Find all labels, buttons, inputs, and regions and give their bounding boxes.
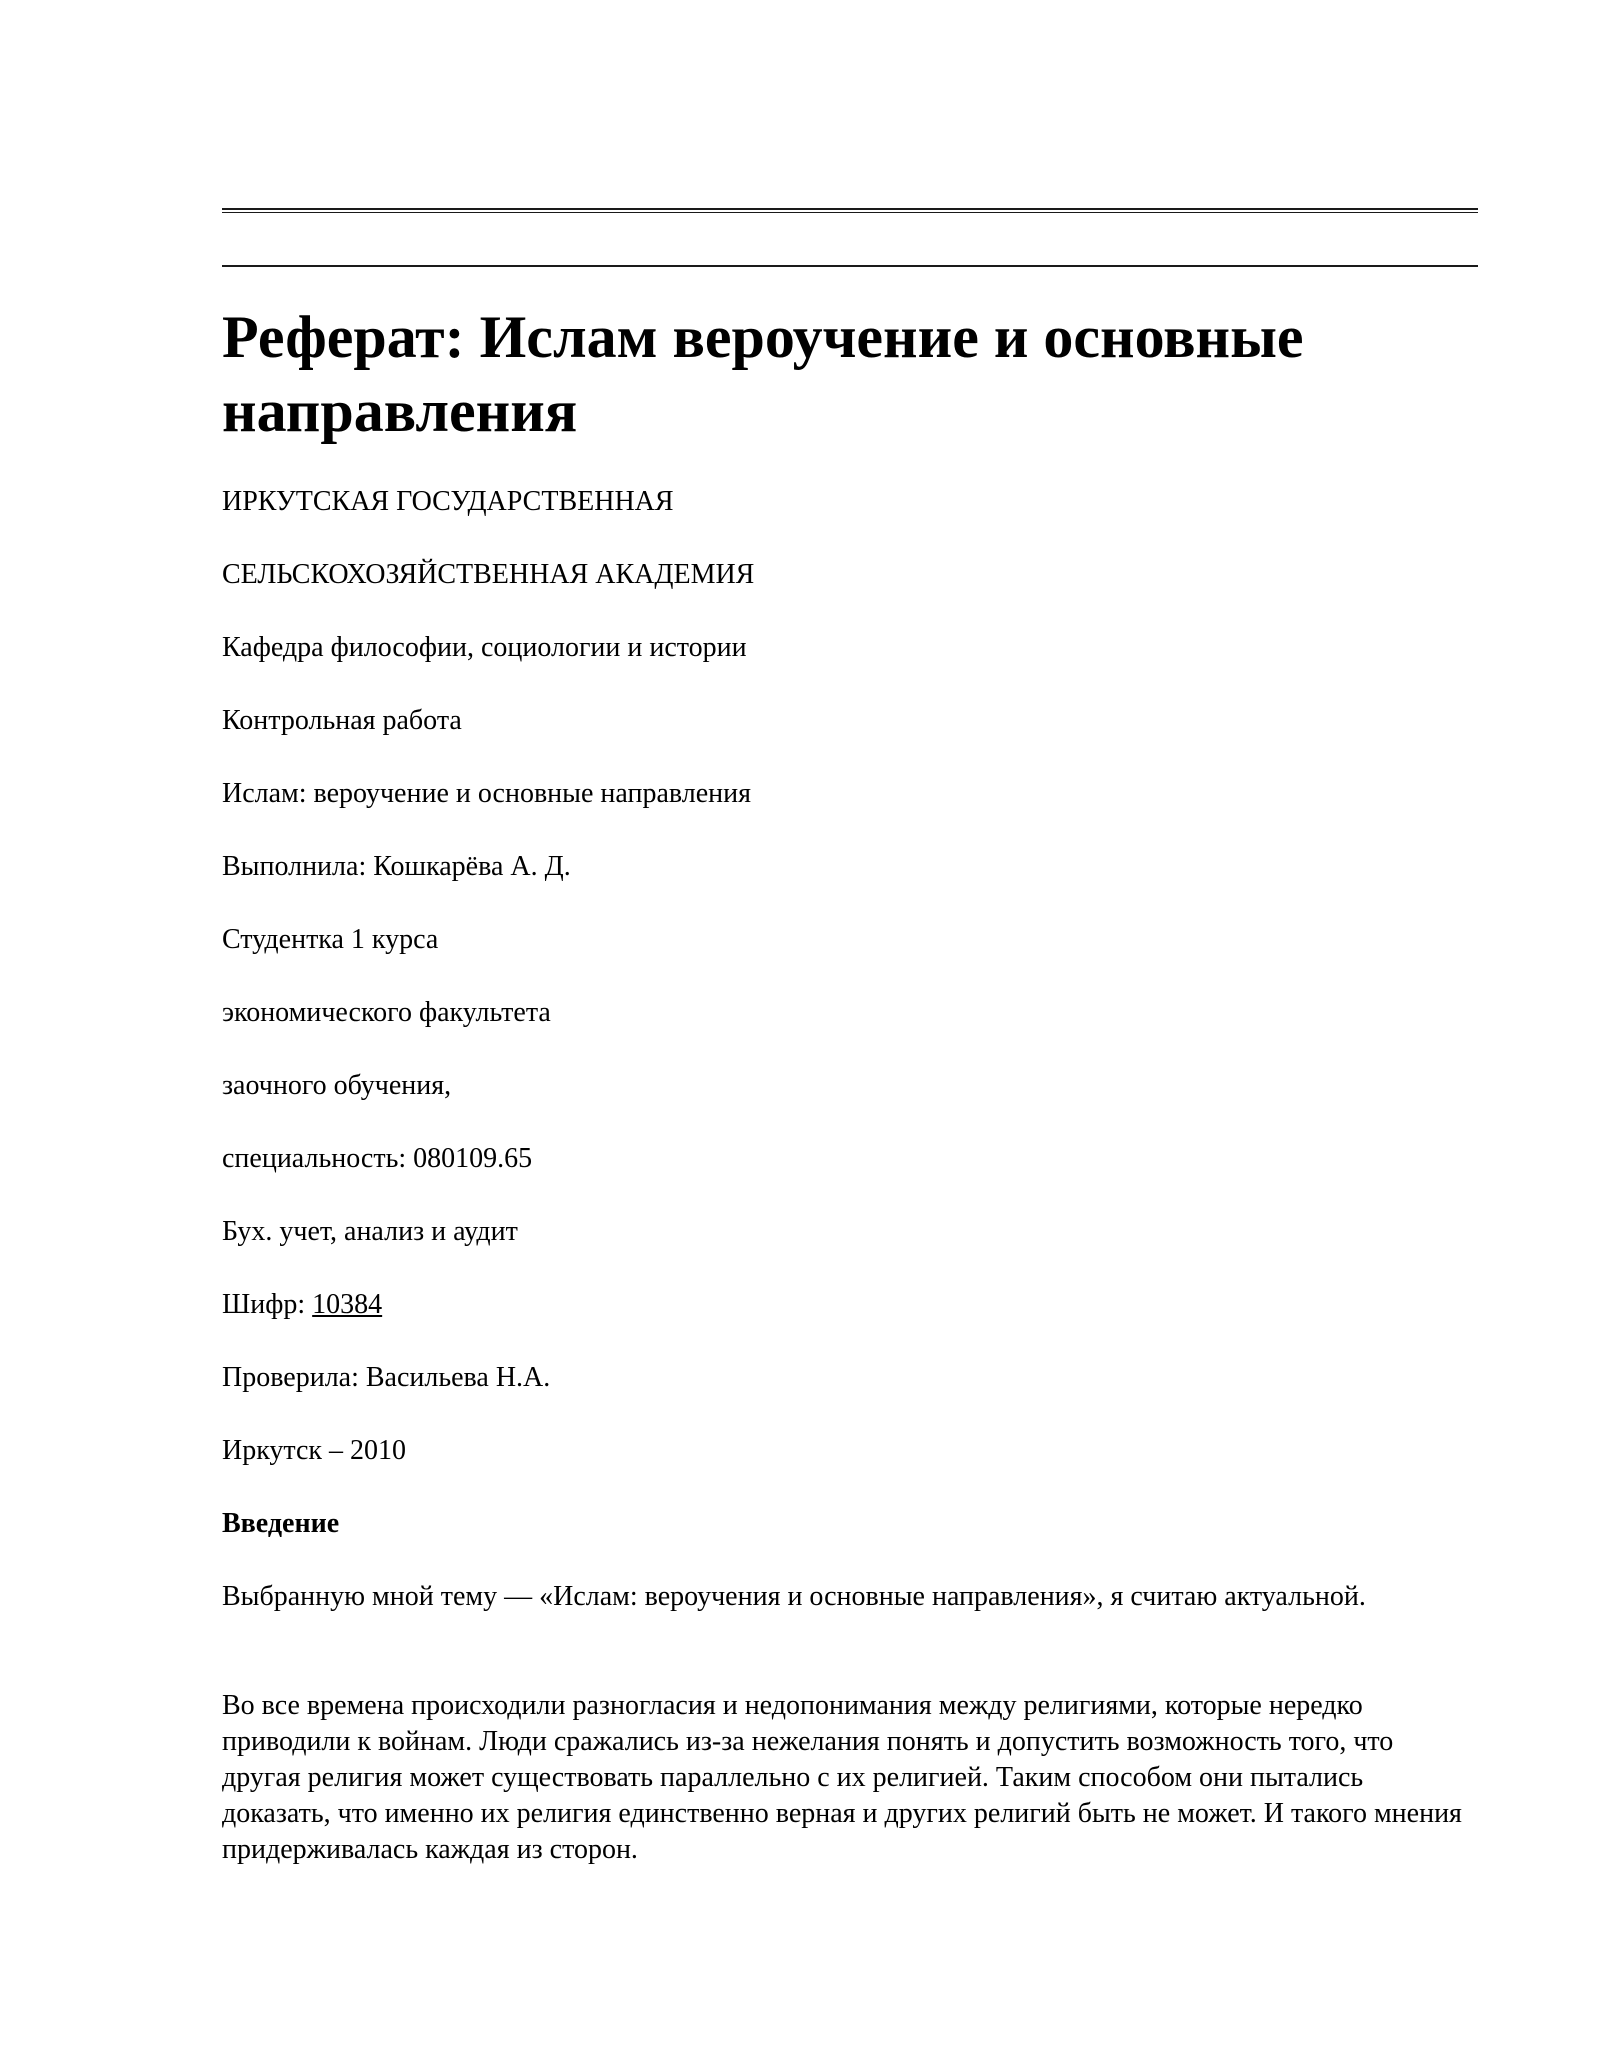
department-line: Кафедра философии, социологии и истории	[222, 632, 747, 663]
topic-line: Ислам: вероучение и основные направления	[222, 778, 751, 809]
specialty-line: специальность: 080109.65	[222, 1143, 533, 1174]
faculty-line: экономического факультета	[222, 997, 551, 1028]
author-line: Выполнила: Кошкарёва А. Д.	[222, 851, 571, 882]
checked-by-line: Проверила: Васильева Н.А.	[222, 1362, 551, 1393]
cipher-label: Шифр:	[222, 1289, 313, 1320]
page-title: Реферат: Ислам вероучение и основные направления	[222, 304, 1304, 444]
intro-paragraph-2: Во все времена происходили разногласия и недопонимания между религиями, которые нередко приводили к войнам. Люди сражались из-за нежелания понять и допустить возможность того, что другая религия может существовать параллельно с их религией. Таким способом они пытались доказать, что именно их религия единственно верная и других религий быть не может. И такого мнения придерживалась каждая из сторон.	[222, 1690, 1462, 1865]
top-double-rule	[222, 208, 1478, 213]
intro-heading: Введение	[222, 1508, 340, 1539]
top-single-rule	[222, 265, 1478, 267]
academy-name-line-2: СЕЛЬСКОХОЗЯЙСТВЕННАЯ АКАДЕМИЯ	[222, 559, 755, 590]
study-form-line: заочного обучения,	[222, 1070, 452, 1101]
specialization-line: Бух. учет, анализ и аудит	[222, 1216, 518, 1247]
cipher-line	[222, 1287, 382, 1323]
cipher-link[interactable]: 10384	[312, 1289, 383, 1320]
student-course-line: Студентка 1 курса	[222, 924, 439, 955]
academy-name-line-1: ИРКУТСКАЯ ГОСУДАРСТВЕННАЯ	[222, 486, 674, 517]
intro-paragraph-1: Выбранную мной тему — «Ислам: вероучения и основные направления», я считаю актуальной.	[222, 1581, 1366, 1612]
city-year-line: Иркутск – 2010	[222, 1435, 407, 1466]
work-type-line: Контрольная работа	[222, 705, 462, 736]
